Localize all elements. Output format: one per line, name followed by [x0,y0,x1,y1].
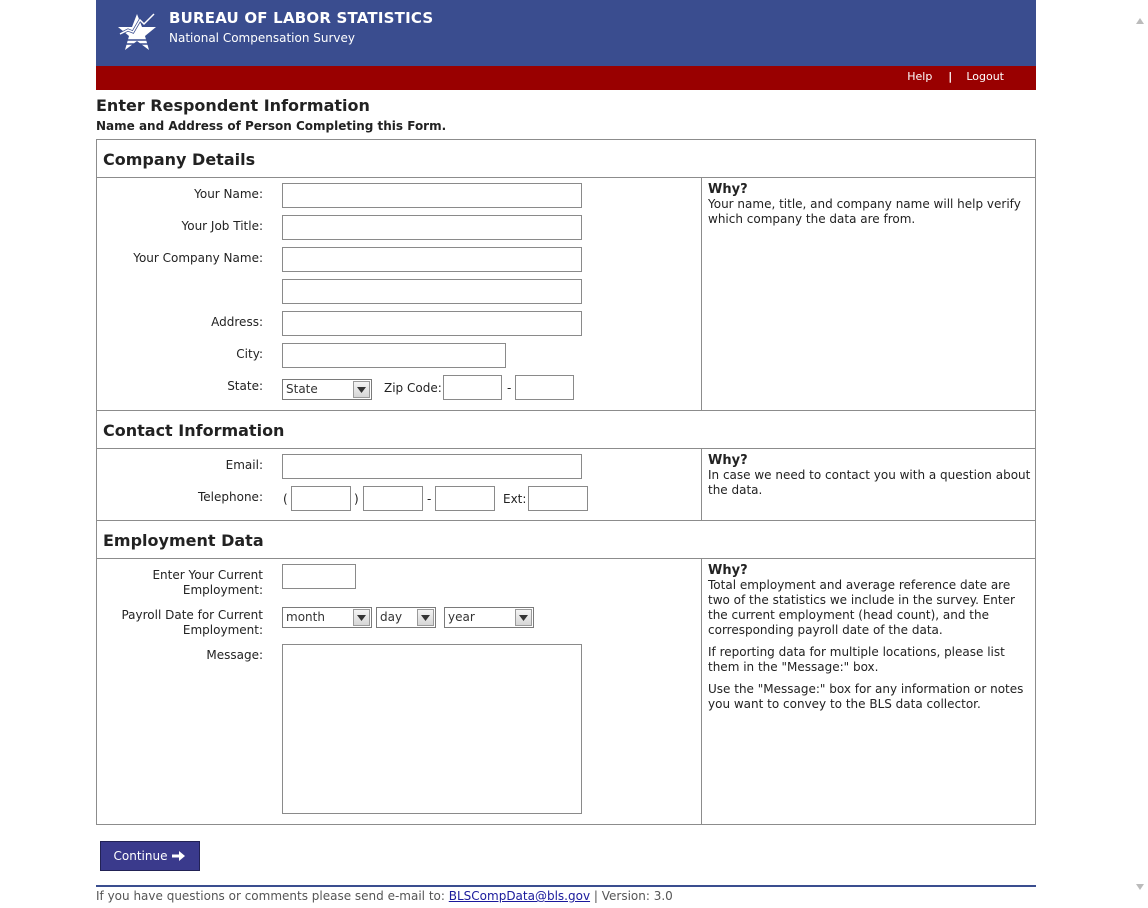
footer-version: | Version: 3.0 [593,889,673,903]
zip-input[interactable] [443,375,502,400]
company-name-line2-input[interactable] [282,279,582,304]
survey-name: National Compensation Survey [169,31,355,45]
nav-bar [96,66,1036,90]
section-heading-contact: Contact Information [97,411,1035,449]
state-select-value: State [286,382,318,396]
employment-fields [97,559,702,824]
name-label: Your Name: [194,187,263,201]
city-input[interactable] [282,343,506,368]
month-select-value: month [286,610,325,624]
company-why-panel [702,178,1035,410]
chevron-down-icon[interactable] [353,609,370,626]
area-code-input[interactable] [291,486,351,511]
address-input[interactable] [282,311,582,336]
section-heading-company: Company Details [97,140,1035,178]
area-code-open-paren: ( [283,492,288,506]
chevron-down-icon[interactable] [353,381,370,398]
why-heading: Why? [708,453,748,468]
telephone-label: Telephone: [198,490,263,504]
year-select[interactable] [444,607,534,628]
why-text-paragraph-1: Total employment and average reference date are two of the statistics we include in the survey. Enter the current employment (head count), and the corresponding payroll date of the data. [708,578,1015,637]
page-title: Enter Respondent Information [96,96,370,115]
employment-why-panel [702,559,1035,824]
contact-why-panel [702,449,1035,520]
continue-button[interactable] [100,841,200,871]
continue-button-label: Continue [113,849,168,863]
ext-label: Ext: [503,492,527,506]
why-text: Your name, title, and company name will help verify which company the data are from. [708,197,1021,226]
company-name-label: Your Company Name: [133,251,263,265]
contact-fields [97,449,702,520]
zip-extension-input[interactable] [515,375,574,400]
scroll-up-icon[interactable] [1135,16,1145,26]
why-text-paragraph-2: If reporting data for multiple locations, please list them in the "Message:" box. [708,645,1005,674]
address-label: Address: [211,315,263,329]
year-select-value: year [448,610,475,624]
message-textarea[interactable] [282,644,582,814]
page-subtitle: Name and Address of Person Completing this Form. [96,119,447,133]
agency-name: BUREAU OF LABOR STATISTICS [169,9,434,27]
email-label: Email: [225,458,263,472]
zip-separator: - [507,381,512,395]
site-header [96,0,1036,66]
current-employment-input[interactable] [282,564,356,589]
message-label: Message: [206,648,263,662]
day-select-value: day [380,610,403,624]
month-select[interactable] [282,607,372,628]
why-heading: Why? [708,182,748,197]
nav-links [907,70,1004,83]
job-title-input[interactable] [282,215,582,240]
chevron-down-icon[interactable] [417,609,434,626]
phone-line-input[interactable] [435,486,495,511]
why-text-paragraph-3: Use the "Message:" box for any information or notes you want to convey to the BLS data collector. [708,682,1024,711]
respondent-form [96,139,1036,825]
logout-link[interactable]: Logout [966,70,1004,83]
city-label: City: [236,347,263,361]
arrow-right-icon [172,851,186,861]
bls-star-logo-icon [116,10,158,54]
nav-separator: | [948,70,953,83]
help-link[interactable]: Help [907,70,933,83]
section-contact [97,449,1035,521]
company-fields [97,178,702,410]
contact-email-link[interactable]: BLSCompData@bls.gov [448,889,591,903]
page-container [96,0,1036,903]
why-text: In case we need to contact you with a question about the data. [708,468,1031,497]
email-input[interactable] [282,454,582,479]
section-employment [97,559,1035,824]
page-scrollbar[interactable] [1132,0,1148,908]
job-title-label: Your Job Title: [181,219,263,233]
day-select[interactable] [376,607,436,628]
phone-dash: - [427,492,432,506]
section-company [97,178,1035,411]
scroll-down-icon[interactable] [1135,882,1145,892]
why-heading: Why? [708,563,748,578]
company-name-input[interactable] [282,247,582,272]
phone-prefix-input[interactable] [363,486,423,511]
area-code-close-paren: ) [354,492,359,506]
section-heading-employment: Employment Data [97,521,1035,559]
chevron-down-icon[interactable] [515,609,532,626]
footer-divider [96,885,1036,887]
payroll-date-label: Payroll Date for Current Employment: [121,608,263,637]
state-select[interactable] [282,379,372,400]
current-employment-label: Enter Your Current Employment: [152,568,263,597]
page-footer [96,889,673,903]
footer-prefix: If you have questions or comments please send e-mail to: [96,889,445,903]
state-label: State: [227,379,263,393]
ext-input[interactable] [528,486,588,511]
name-input[interactable] [282,183,582,208]
zip-label: Zip Code: [384,381,442,395]
